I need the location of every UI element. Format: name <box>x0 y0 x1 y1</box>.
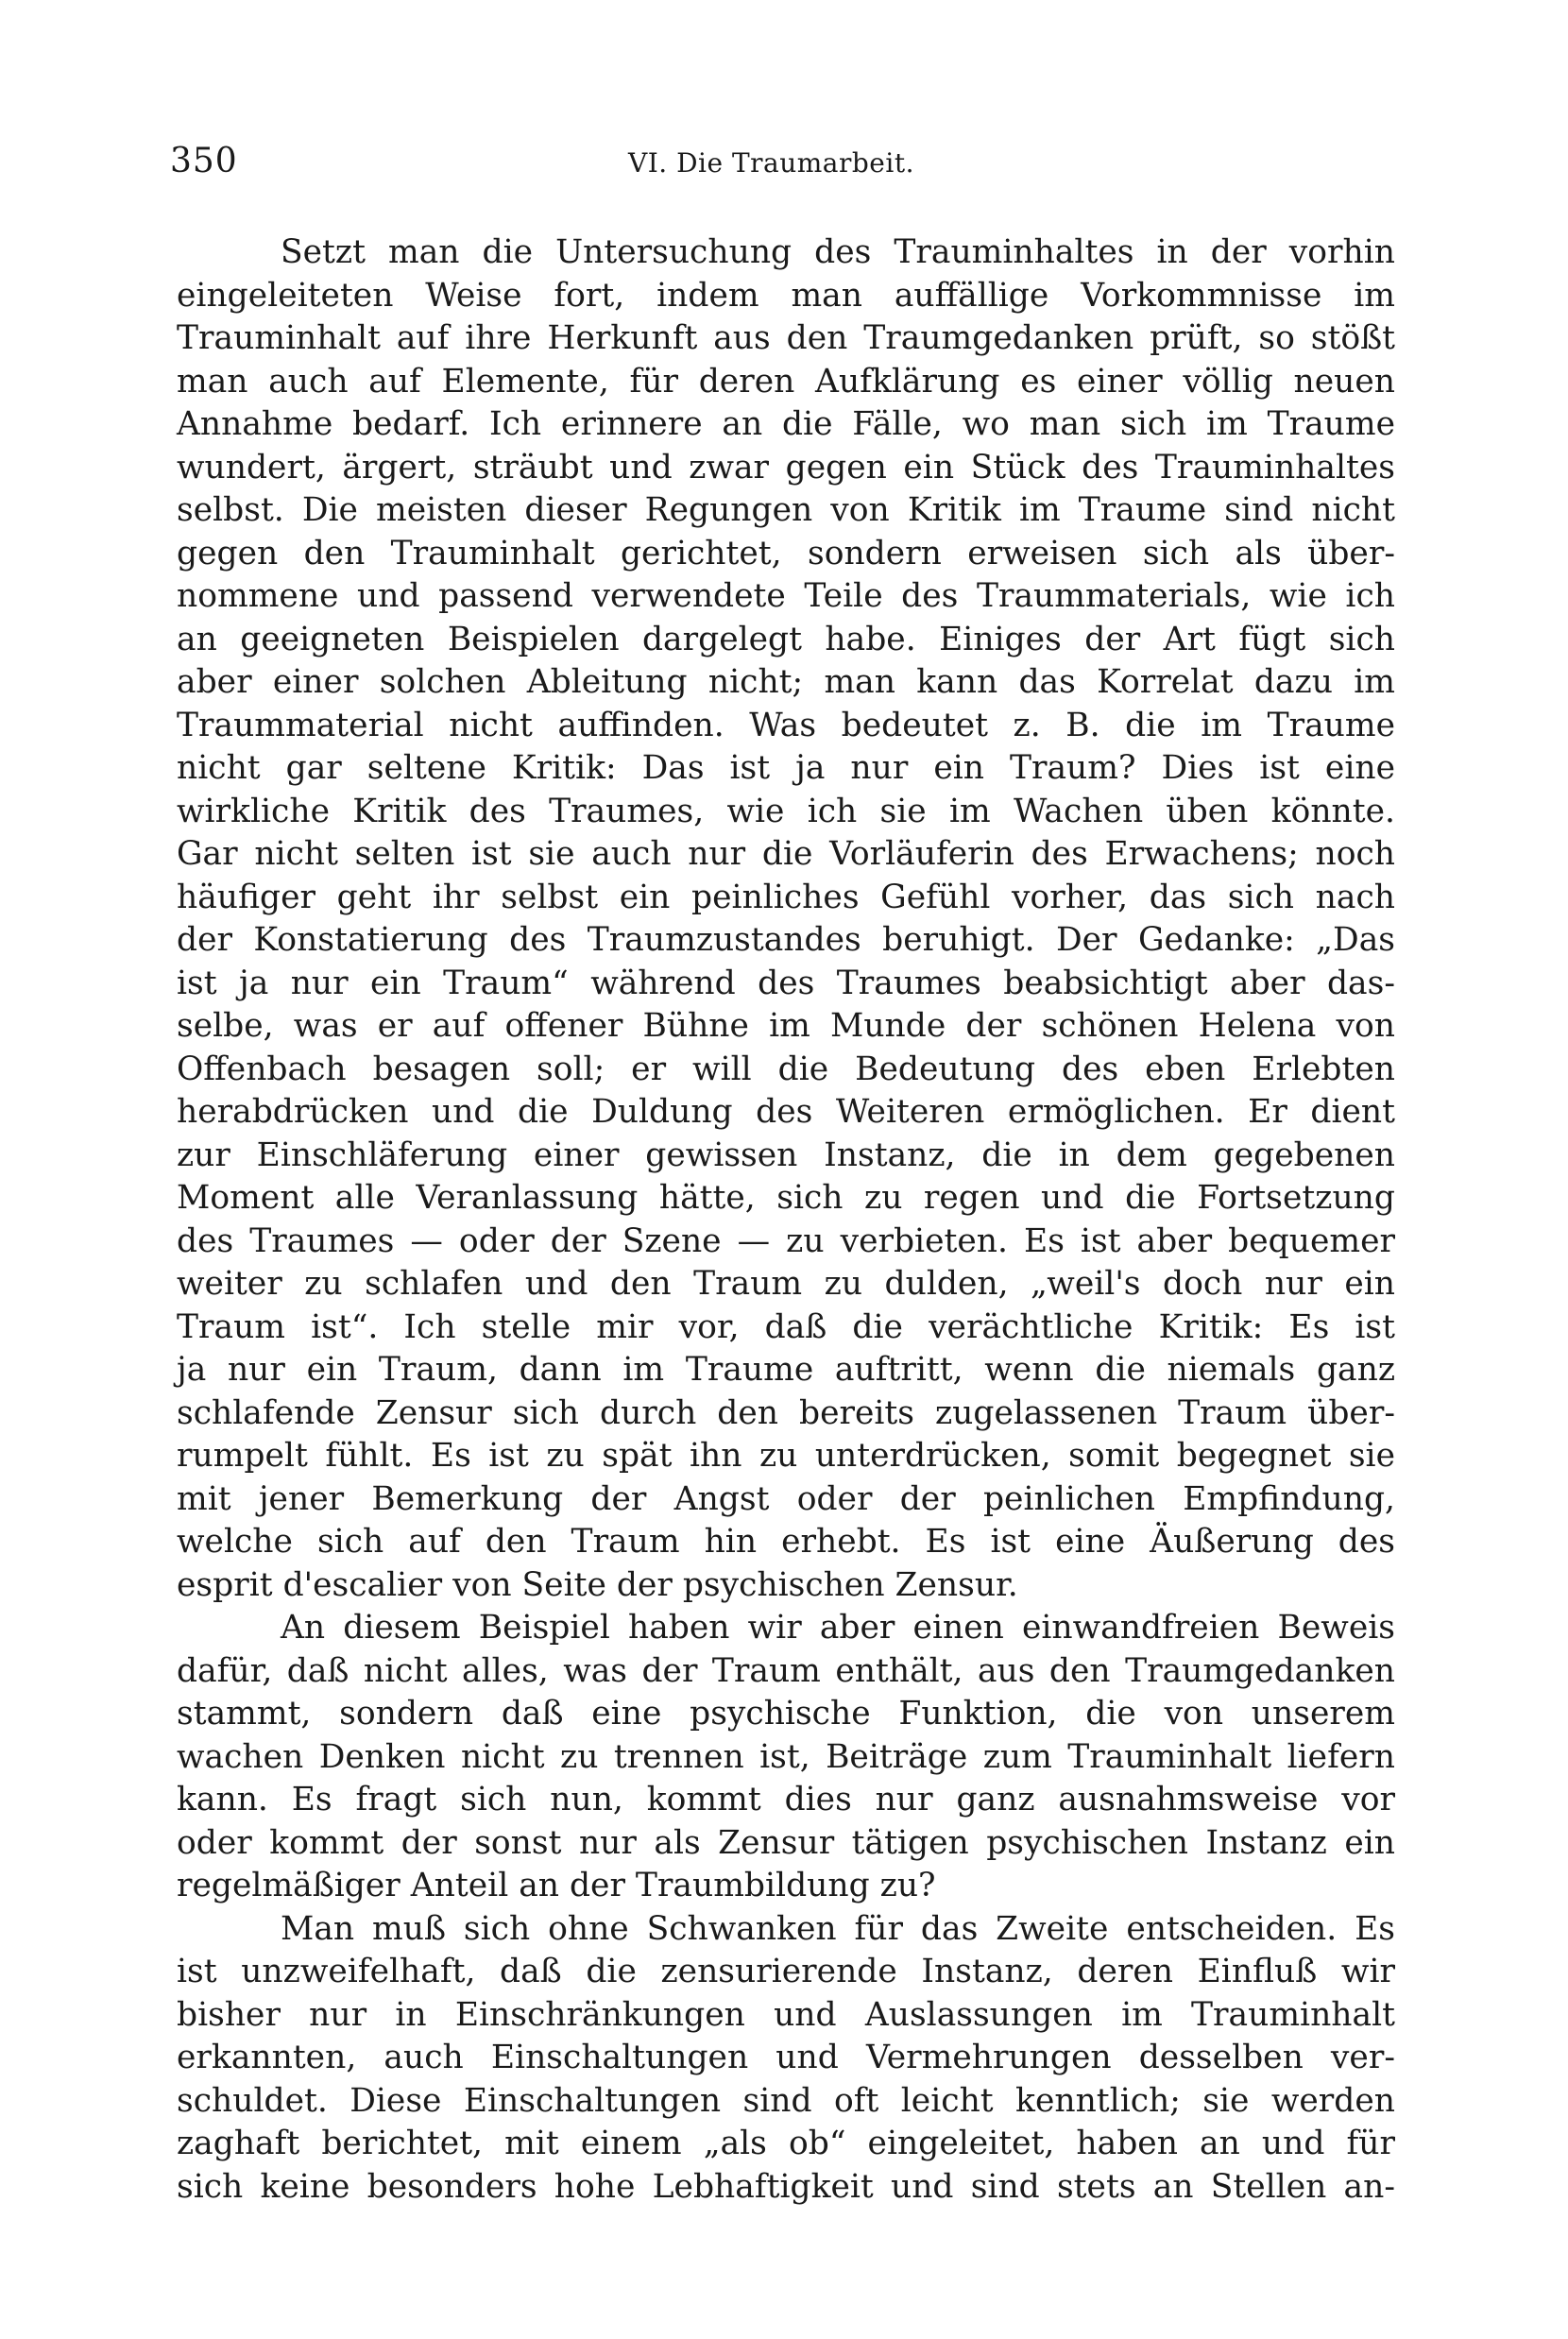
text-line: Trauminhalt auf ihre Herkunft aus den Traumgedanken prüft, so stößt <box>177 319 1395 357</box>
text-line: bisher nur in Einschränkungen und Auslassungen im Trauminhalt <box>177 1995 1395 2034</box>
text-line: stammt, sondern daß eine psychische Funktion, die von unserem <box>177 1695 1395 1733</box>
text-line: Gar nicht selten ist sie auch nur die Vorläuferin des Erwachens; noch <box>177 835 1395 873</box>
page-number: 350 <box>170 142 238 180</box>
text-line: aber einer solchen Ableitung nicht; man kann das Korrelat dazu im <box>177 663 1395 701</box>
text-line: nicht gar seltene Kritik: Das ist ja nur ein Traum? Dies ist eine <box>177 749 1395 787</box>
text-line: Traummaterial nicht auffinden. Was bedeutet z. B. die im Traume <box>177 706 1395 744</box>
text-line: eingeleiteten Weise fort, indem man auffällige Vorkommnisse im <box>177 276 1395 315</box>
text-line: Annahme bedarf. Ich erinnere an die Fälle, wo man sich im Traume <box>177 405 1395 443</box>
text-line: weiter zu schlafen und den Traum zu dulden, „weil's doch nur ein <box>177 1265 1395 1303</box>
text-line: Moment alle Veranlassung hätte, sich zu regen und die Fortsetzung <box>177 1179 1395 1217</box>
text-line: wundert, ärgert, sträubt und zwar gegen ein Stück des Trauminhaltes <box>177 448 1395 487</box>
text-line: oder kommt der sonst nur als Zensur tätigen psychischen Instanz ein <box>177 1823 1395 1862</box>
text-line: der Konstatierung des Traumzustandes beruhigt. Der Gedanke: „Das <box>177 921 1395 959</box>
text-line: regelmäßiger Anteil an der Traumbildung zu? <box>177 1867 936 1904</box>
text-line: herabdrücken und die Duldung des Weiteren ermöglichen. Er dient <box>177 1093 1395 1131</box>
text-line: ist ja nur ein Traum“ während des Traumes beabsichtigt aber das- <box>177 964 1395 1002</box>
text-line: sich keine besonders hohe Lebhaftigkeit und sind stets an Stellen an- <box>177 2167 1395 2206</box>
text-line: esprit d'escalier von Seite der psychischen Zensur. <box>177 1565 1018 1604</box>
text-line: ist unzweifelhaft, daß die zensurierende Instanz, deren Einfluß wir <box>177 1953 1395 1990</box>
text-line: schuldet. Diese Einschaltungen sind oft leicht kenntlich; sie werden <box>177 2081 1395 2120</box>
text-line: gegen den Trauminhalt gerichtet, sondern erweisen sich als über- <box>177 534 1395 572</box>
text-line: des Traumes — oder der Szene — zu verbieten. Es ist aber bequemer <box>177 1221 1395 1260</box>
text-line: An diesem Beispiel haben wir aber einen einwandfreien Beweis <box>281 1609 1395 1647</box>
body-text <box>177 231 1395 2209</box>
text-line: rumpelt fühlt. Es ist zu spät ihn zu unterdrücken, somit begegnet sie <box>177 1437 1395 1475</box>
text-line: selbe, was er auf offener Bühne im Munde der schönen Helena von <box>177 1007 1395 1045</box>
running-head <box>170 142 1384 189</box>
text-line: wachen Denken nicht zu trennen ist, Beiträge zum Trauminhalt liefern <box>177 1737 1395 1776</box>
text-line: Setzt man die Untersuchung des Trauminhaltes in der vorhin <box>281 233 1395 271</box>
text-line: mit jener Bemerkung der Angst oder der peinlichen Empfindung, <box>177 1479 1395 1518</box>
text-line: nommene und passend verwendete Teile des Traummaterials, wie ich <box>177 577 1395 615</box>
text-line: zaghaft berichtet, mit einem „als ob“ eingeleitet, haben an und für <box>177 2125 1395 2162</box>
text-line: Traum ist“. Ich stelle mir vor, daß die verächtliche Kritik: Es ist <box>177 1307 1395 1346</box>
text-line: man auch auf Elemente, für deren Aufklärung es einer völlig neuen <box>177 362 1395 401</box>
text-line: dafür, daß nicht alles, was der Traum enthält, aus den Traumgedanken <box>177 1651 1395 1690</box>
text-line: ja nur ein Traum, dann im Traume auftritt, wenn die niemals ganz <box>177 1351 1395 1389</box>
text-line: häufiger geht ihr selbst ein peinliches Gefühl vorher, das sich nach <box>177 878 1395 916</box>
text-line: erkannten, auch Einschaltungen und Vermehrungen desselben ver- <box>177 2039 1395 2076</box>
text-line: selbst. Die meisten dieser Regungen von Kritik im Traume sind nicht <box>177 491 1395 529</box>
text-line: kann. Es fragt sich nun, kommt dies nur ganz ausnahmsweise vor <box>177 1781 1395 1818</box>
text-line: Offenbach besagen soll; er will die Bedeutung des eben Erlebten <box>177 1050 1395 1088</box>
text-line: an geeigneten Beispielen dargelegt habe. Einiges der Art fügt sich <box>177 620 1395 658</box>
chapter-title: VI. Die Traumarbeit. <box>628 147 914 179</box>
text-line: welche sich auf den Traum hin erhebt. Es ist eine Äußerung des <box>177 1523 1395 1561</box>
text-line: zur Einschläferung einer gewissen Instanz, die in dem gegebenen <box>177 1135 1395 1174</box>
text-line: Man muß sich ohne Schwanken für das Zweite entscheiden. Es <box>281 1909 1395 1948</box>
text-line: wirkliche Kritik des Traumes, wie ich sie im Wachen üben könnte. <box>177 792 1395 830</box>
text-line: schlafende Zensur sich durch den bereits zugelassenen Traum über- <box>177 1393 1395 1432</box>
